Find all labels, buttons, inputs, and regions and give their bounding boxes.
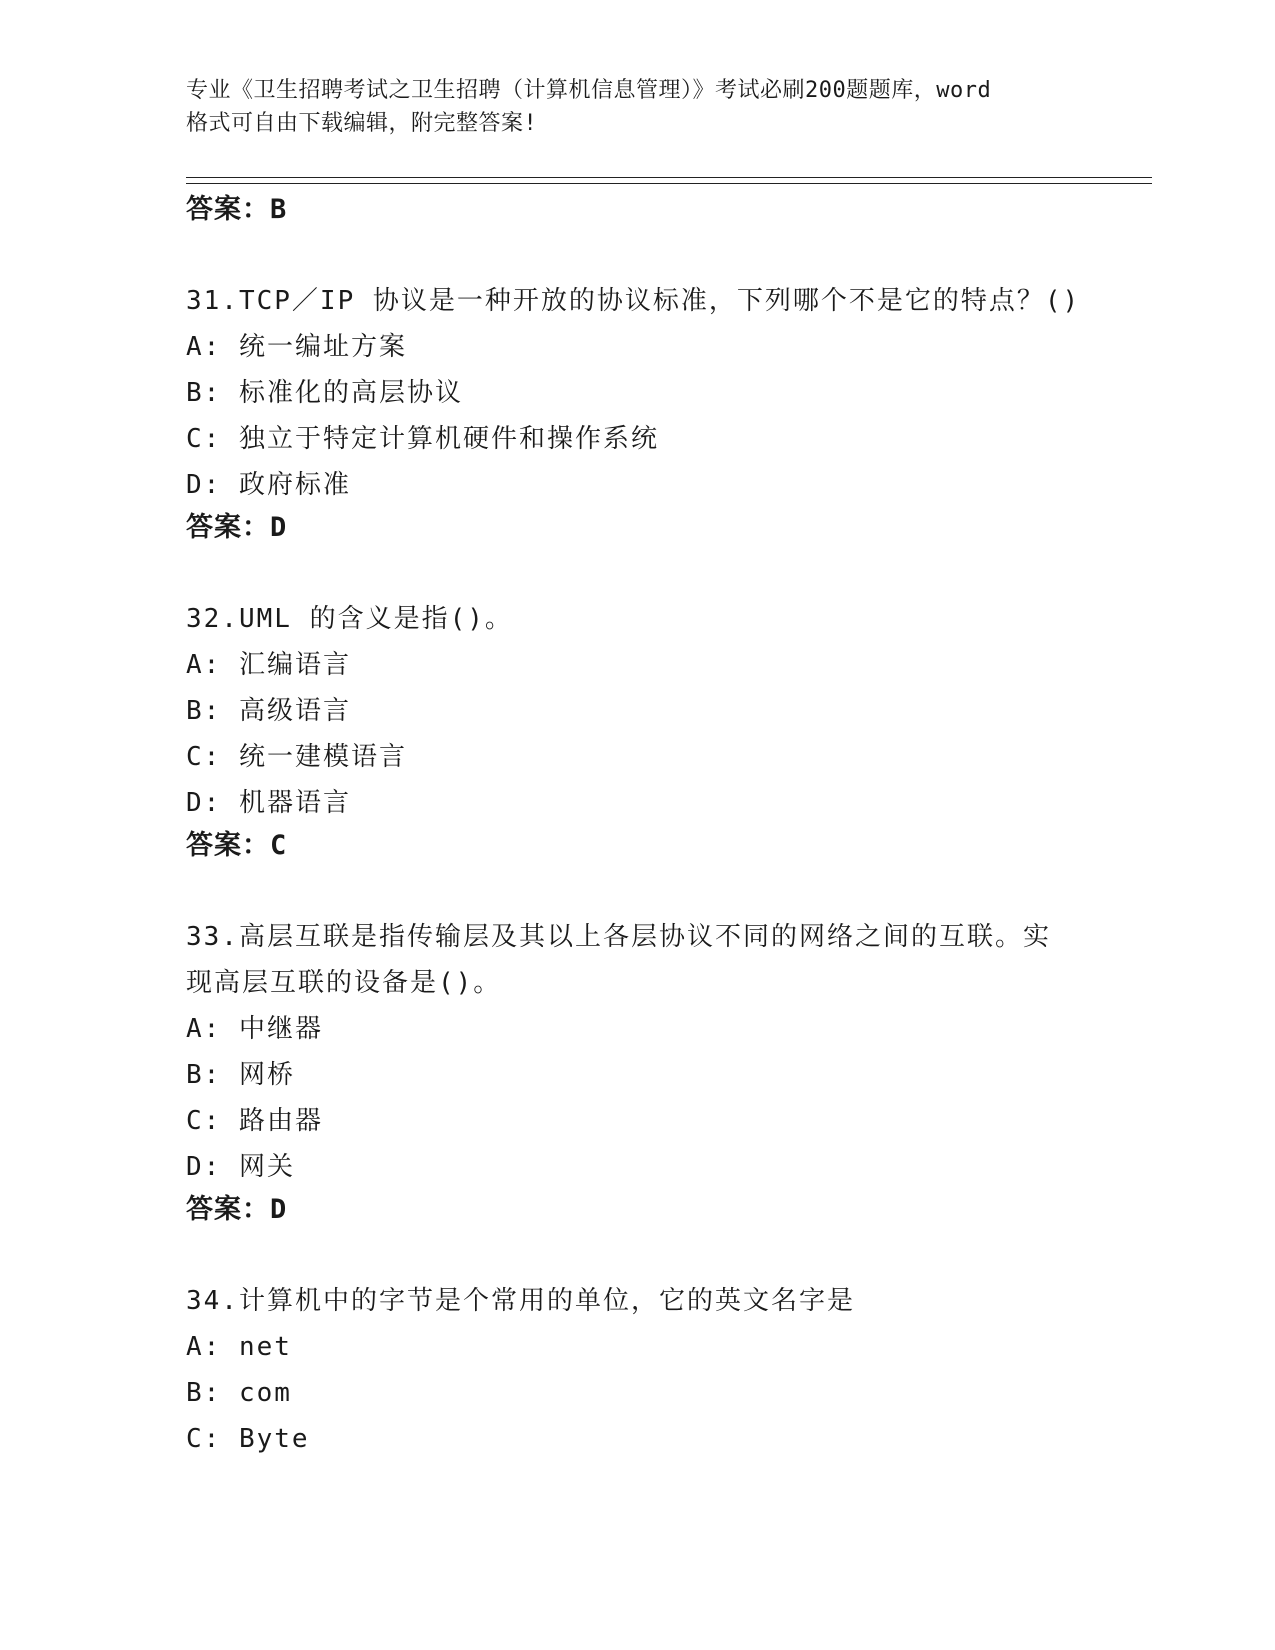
question-33 — [186, 914, 1086, 1190]
document-content — [186, 190, 1086, 1462]
option-a: A: net — [186, 1332, 292, 1362]
question-text: 34.计算机中的字节是个常用的单位，它的英文名字是 — [186, 1286, 855, 1316]
option-a: A: 汇编语言 — [186, 650, 351, 680]
answer-label: 答案：B — [186, 194, 288, 225]
answer-label: 答案：D — [186, 1194, 288, 1225]
option-b: B: 高级语言 — [186, 696, 351, 726]
header-rule-bottom — [186, 183, 1152, 184]
option-a: A: 统一编址方案 — [186, 332, 407, 362]
option-a: A: 中继器 — [186, 1014, 323, 1044]
question-text-line-2: 现高层互联的设备是()。 — [186, 968, 502, 998]
document-header — [186, 74, 1086, 140]
spacer — [186, 1230, 1086, 1278]
question-text-line-1: 33.高层互联是指传输层及其以上各层协议不同的网络之间的互联。实 — [186, 922, 1051, 952]
option-d: D: 网关 — [186, 1152, 295, 1182]
option-b: B: 标准化的高层协议 — [186, 378, 463, 408]
header-line-2: 格式可自由下载编辑，附完整答案! — [186, 111, 538, 136]
option-c: C: 独立于特定计算机硬件和操作系统 — [186, 424, 659, 454]
question-34 — [186, 1278, 1086, 1462]
spacer — [186, 866, 1086, 914]
spacer — [186, 548, 1086, 596]
option-d: D: 机器语言 — [186, 788, 351, 818]
question-31 — [186, 278, 1086, 508]
question-text: 31.TCP／IP 协议是一种开放的协议标准，下列哪个不是它的特点？() — [186, 286, 1081, 316]
option-b: B: com — [186, 1378, 292, 1408]
option-b: B: 网桥 — [186, 1060, 295, 1090]
answer-label: 答案：C — [186, 830, 288, 861]
question-32 — [186, 596, 1086, 826]
option-d: D: 政府标准 — [186, 470, 351, 500]
option-c: C: Byte — [186, 1424, 310, 1454]
header-line-1: 专业《卫生招聘考试之卫生招聘（计算机信息管理）》考试必刷200题题库，word — [186, 78, 992, 103]
header-rule-top — [186, 177, 1152, 178]
question-text: 32.UML 的含义是指()。 — [186, 604, 513, 634]
spacer — [186, 230, 1086, 278]
option-c: C: 统一建模语言 — [186, 742, 407, 772]
answer-label: 答案：D — [186, 512, 288, 543]
option-c: C: 路由器 — [186, 1106, 323, 1136]
